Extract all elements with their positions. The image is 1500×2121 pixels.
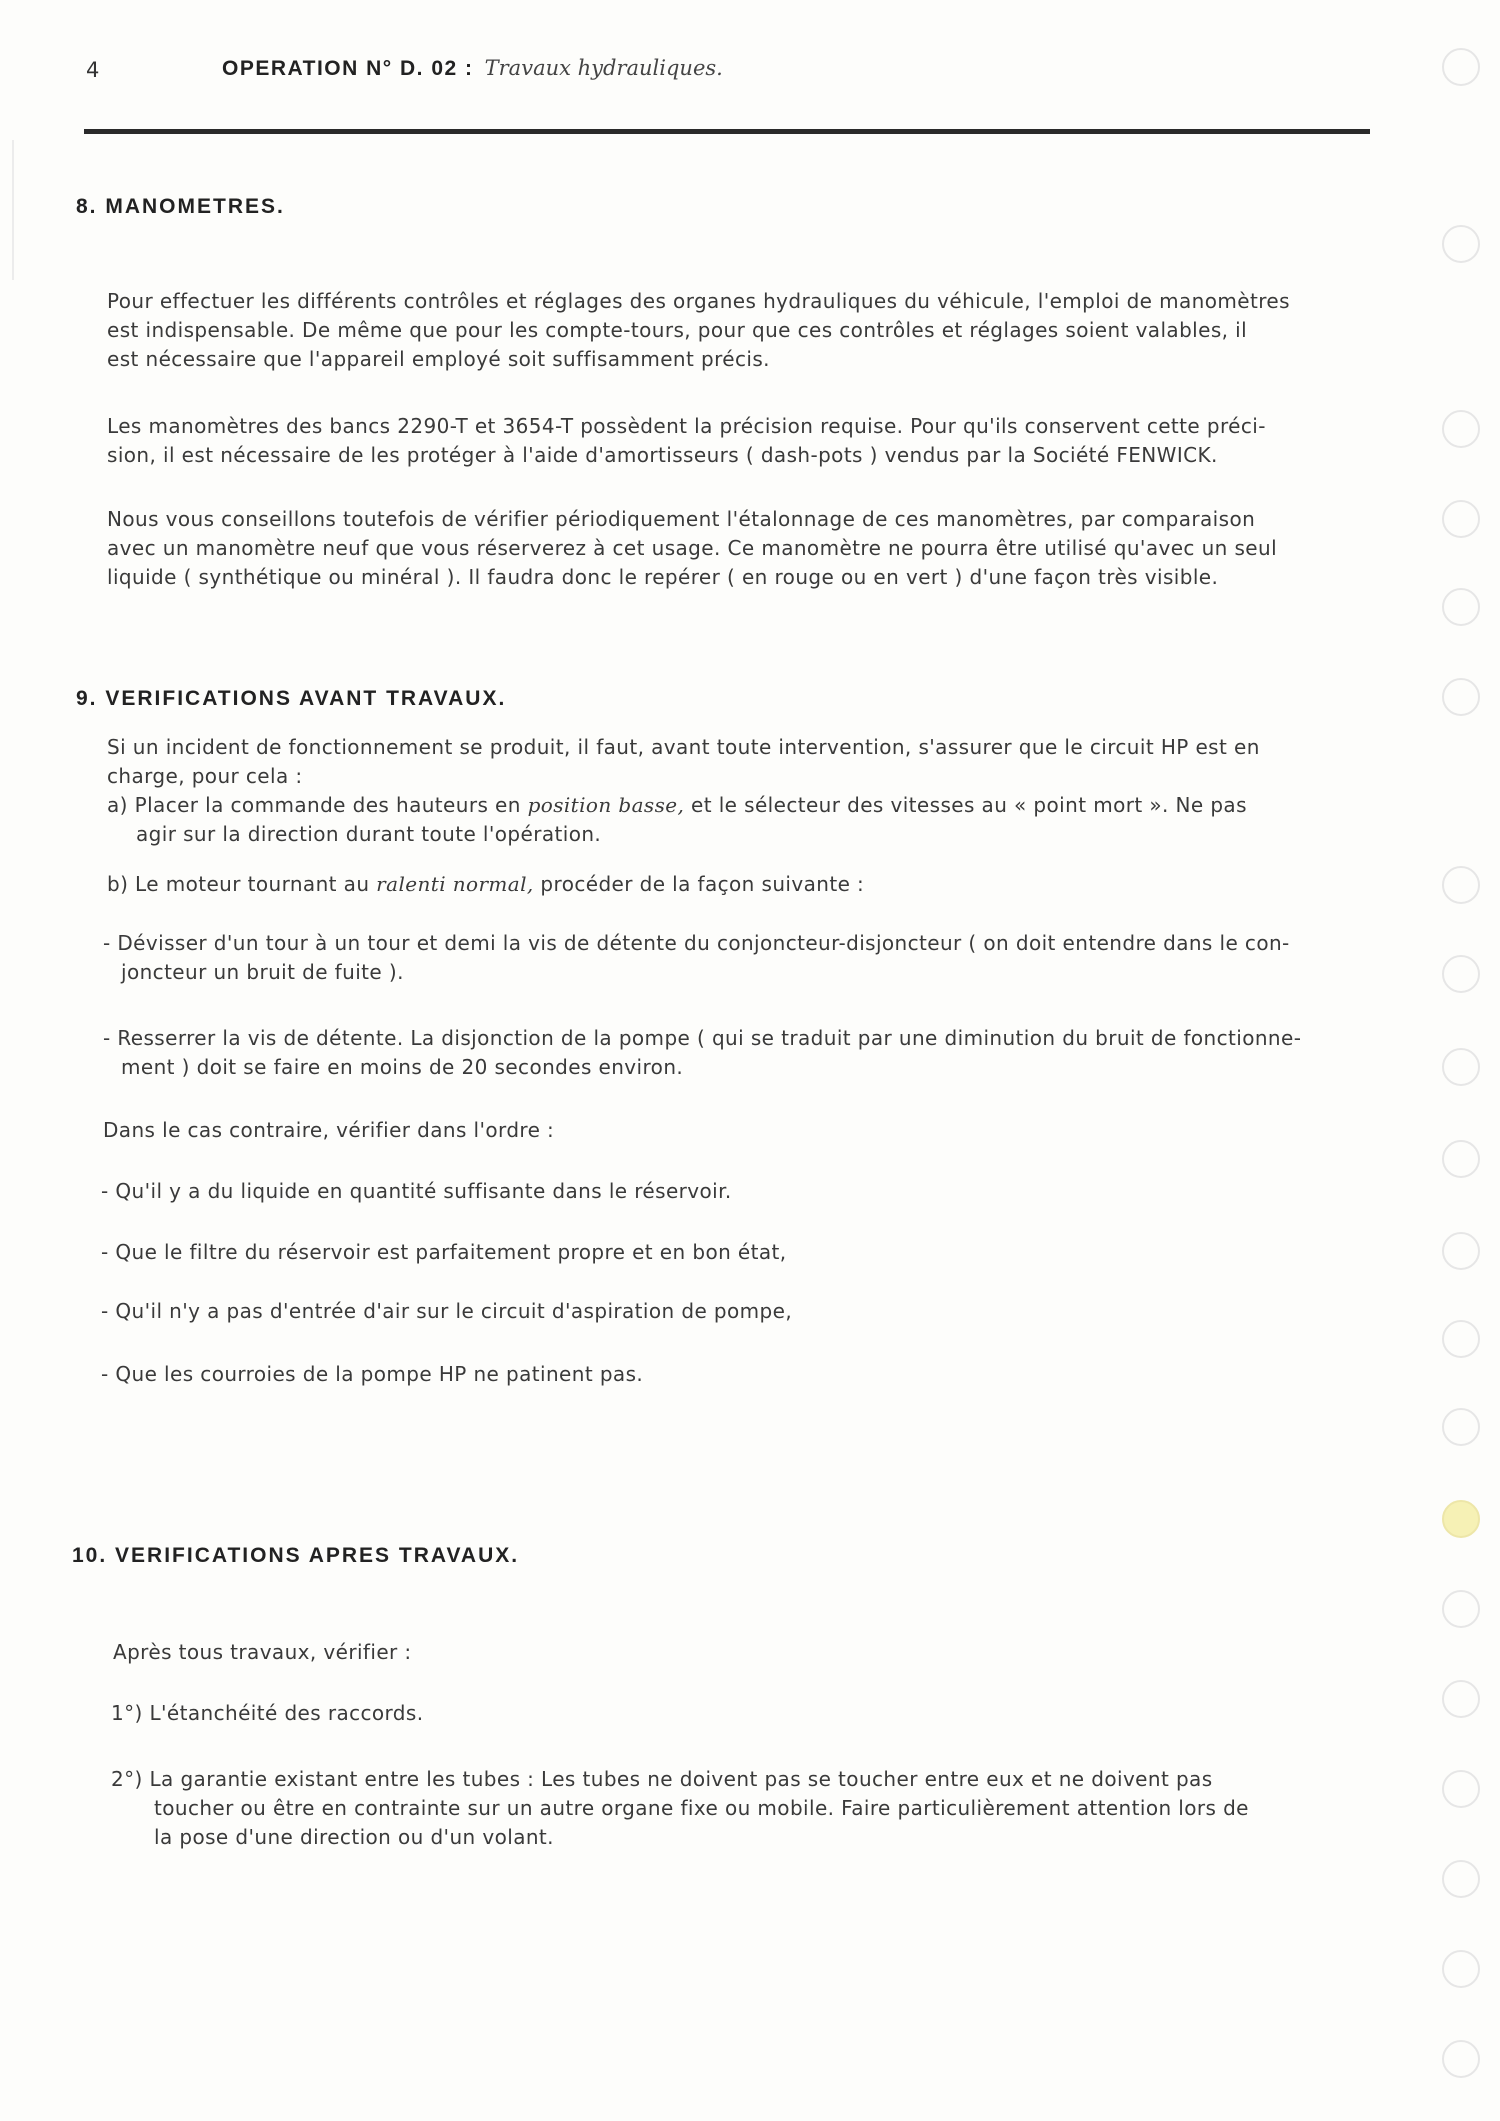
text-line: sion, il est nécessaire de les protéger à l'aide d'amortisseurs ( dash-pots ) vendus par la Société FENWICK.: [107, 443, 1218, 467]
text-line: est nécessaire que l'appareil employé soit suffisamment précis.: [107, 347, 770, 371]
section-title-manometres: 8. MANOMETRES.: [76, 195, 285, 218]
binder-hole: [1442, 2040, 1480, 2078]
emphasis: ralenti normal,: [376, 872, 534, 896]
text-line: est indispensable. De même que pour les compte-tours, pour que ces contrôles et réglages soient valables, il: [107, 318, 1248, 342]
text-line: 2°) La garantie existant entre les tubes : Les tubes ne doivent pas se toucher entre eux et ne doivent pas: [111, 1767, 1213, 1791]
binder-hole: [1442, 1860, 1480, 1898]
binder-hole: [1442, 1408, 1480, 1446]
paragraph: [107, 505, 1277, 592]
text-line: liquide ( synthétique ou minéral ). Il faudra donc le repérer ( en rouge ou en vert ) d'une façon très visible.: [107, 565, 1219, 589]
text-line: - Dévisser d'un tour à un tour et demi la vis de détente du conjoncteur-disjoncteur ( on doit entendre dans le con-: [103, 931, 1290, 955]
binder-hole: [1442, 410, 1480, 448]
operation-title: Travaux hydrauliques.: [484, 56, 723, 80]
page-header: [222, 56, 723, 81]
paragraph: [107, 412, 1266, 470]
text-line: agir sur la direction durant toute l'opération.: [136, 822, 602, 846]
paragraph: [107, 287, 1290, 374]
text-line: joncteur un bruit de fuite ).: [121, 960, 404, 984]
dash-item: [103, 929, 1290, 987]
header-rule: [84, 129, 1370, 134]
dash-item: [103, 1024, 1301, 1082]
text-span: et le sélecteur des vitesses au « point mort ». Ne pas: [684, 793, 1247, 817]
text-line: - Resserrer la vis de détente. La disjonction de la pompe ( qui se traduit par une diminution du bruit de fonctionne-: [103, 1026, 1302, 1050]
check-item: - Que les courroies de la pompe HP ne patinent pas.: [101, 1362, 644, 1386]
text-line: ment ) doit se faire en moins de 20 secondes environ.: [121, 1055, 684, 1079]
check-item: - Qu'il n'y a pas d'entrée d'air sur le circuit d'aspiration de pompe,: [101, 1299, 793, 1323]
binder-hole: [1442, 588, 1480, 626]
binder-hole: [1442, 1048, 1480, 1086]
text-line: avec un manomètre neuf que vous réserverez à cet usage. Ce manomètre ne pourra être utilisé qu'avec un seul: [107, 536, 1278, 560]
list-item-a: [107, 791, 1247, 849]
text-line: Pour effectuer les différents contrôles et réglages des organes hydrauliques du véhicule, l'emploi de manomètres: [107, 289, 1290, 313]
emphasis: position basse,: [527, 793, 685, 817]
list-item-2: [111, 1765, 1249, 1852]
text-span: a) Placer la commande des hauteurs en: [107, 793, 528, 817]
binder-hole: [1442, 1770, 1480, 1808]
text-line: Nous vous conseillons toutefois de vérifier périodiquement l'étalonnage de ces manomètres, par comparaison: [107, 507, 1256, 531]
operation-code: OPERATION N° D. 02 :: [222, 57, 474, 80]
binder-hole: [1442, 866, 1480, 904]
binder-hole: [1442, 225, 1480, 263]
binder-hole: [1442, 500, 1480, 538]
scan-margin-line: [12, 140, 14, 280]
section-title-verifications-avant: 9. VERIFICATIONS AVANT TRAVAUX.: [76, 687, 507, 710]
page-number: 4: [86, 58, 100, 82]
binder-hole: [1442, 1950, 1480, 1988]
binder-hole: [1442, 678, 1480, 716]
text-span: procéder de la façon suivante :: [533, 872, 865, 896]
binder-hole: [1442, 955, 1480, 993]
binder-hole: [1442, 1320, 1480, 1358]
text-span: b) Le moteur tournant au: [107, 872, 377, 896]
list-item-b: [107, 870, 864, 899]
binder-hole: [1442, 1680, 1480, 1718]
list-item-1: 1°) L'étanchéité des raccords.: [111, 1701, 424, 1725]
check-item: - Que le filtre du réservoir est parfaitement propre et en bon état,: [101, 1240, 787, 1264]
check-item: - Qu'il y a du liquide en quantité suffisante dans le réservoir.: [101, 1179, 732, 1203]
section-title-verifications-apres: 10. VERIFICATIONS APRES TRAVAUX.: [72, 1544, 520, 1567]
text-line: la pose d'une direction ou d'un volant.: [154, 1825, 554, 1849]
binder-hole-highlighted: [1442, 1500, 1480, 1538]
paragraph: [107, 733, 1260, 791]
binder-hole: [1442, 1232, 1480, 1270]
text-line: Si un incident de fonctionnement se produit, il faut, avant toute intervention, s'assurer que le circuit HP est en: [107, 735, 1260, 759]
text-line: toucher ou être en contrainte sur un autre organe fixe ou mobile. Faire particulièrement attention lors de: [154, 1796, 1249, 1820]
binder-hole: [1442, 1140, 1480, 1178]
binder-hole: [1442, 1590, 1480, 1628]
text-line: Les manomètres des bancs 2290-T et 3654-T possèdent la précision requise. Pour qu'ils conservent cette préci-: [107, 414, 1266, 438]
binder-hole: [1442, 48, 1480, 86]
paragraph: Dans le cas contraire, vérifier dans l'ordre :: [103, 1118, 555, 1142]
paragraph: Après tous travaux, vérifier :: [113, 1640, 412, 1664]
text-line: charge, pour cela :: [107, 764, 303, 788]
